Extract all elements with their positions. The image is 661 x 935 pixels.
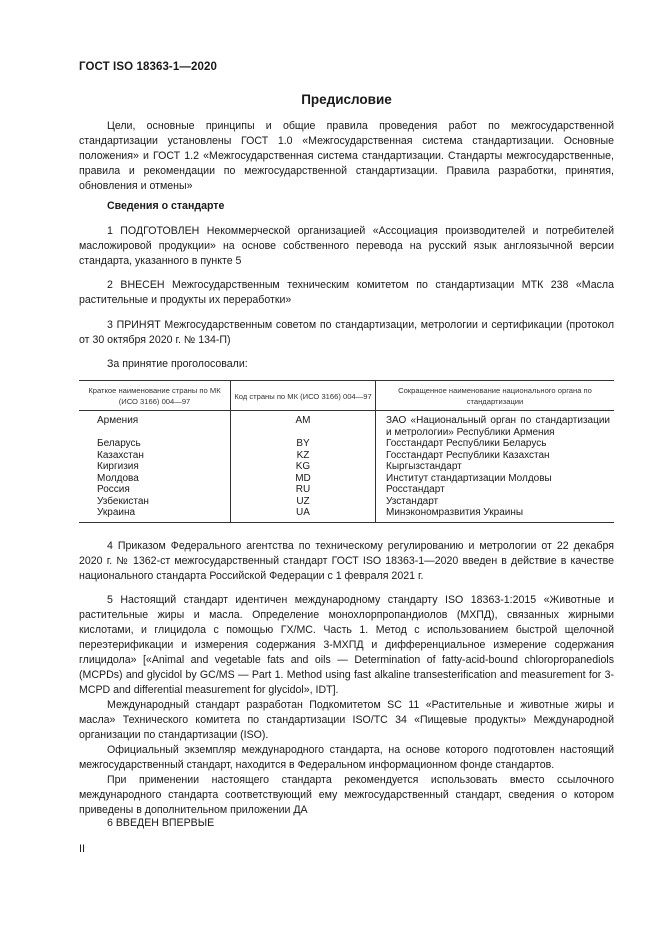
country-cell: Украина bbox=[79, 507, 231, 522]
item-1 bbox=[79, 224, 614, 269]
item-2-text: 2 ВНЕСЕН Межгосударственным техническим комитетом по стандартизации МТК 238 «Масла растительные и продукты их переработки» bbox=[79, 279, 614, 306]
item-4-text: 4 Приказом Федерального агентства по техническому регулированию и метрологии от 22 декабря 2020 г. № 1362-ст межгосударственный стандарт ГОСТ ISO 18363-1—2020 введен в действие в качестве национального стандарта Российской Федерации с 1 февраля 2021 г. bbox=[79, 540, 614, 582]
body-cell: ЗАО «Национальный орган по стандартизации и метрологии» Республики Армения bbox=[376, 411, 615, 439]
item-5 bbox=[79, 593, 614, 818]
code-cell: UZ bbox=[231, 496, 376, 508]
about-heading: Сведения о стандарте bbox=[107, 200, 225, 212]
document-header: ГОСТ ISO 18363-1—2020 bbox=[79, 61, 217, 73]
page-title: Предисловие bbox=[301, 92, 392, 107]
body-cell: Узстандарт bbox=[376, 496, 615, 508]
country-cell: Армения bbox=[97, 415, 139, 426]
item-6: 6 ВВЕДЕН ВПЕРВЫЕ bbox=[107, 817, 215, 829]
item-5-paragraph-4: При применении настоящего стандарта рекомендуется использовать вместо ссылочного международного стандарта соответствующий ему межгосударственный стандарт, сведения о котором приведены в дополнительном приложении ДА bbox=[79, 774, 614, 816]
code-cell: RU bbox=[231, 484, 376, 496]
item-2 bbox=[79, 278, 614, 308]
voting-table bbox=[79, 380, 614, 523]
code-cell: KZ bbox=[231, 450, 376, 462]
table-row bbox=[79, 496, 614, 508]
table-row bbox=[79, 438, 614, 450]
code-cell: UA bbox=[231, 507, 376, 522]
table-header-body: Сокращенное наименование национального органа по стандартизации bbox=[376, 381, 615, 411]
body-cell: Минэкономразвития Украины bbox=[376, 507, 615, 522]
item-5-paragraph-2: Международный стандарт разработан Подкомитетом SC 11 «Растительные и животные жиры и масла» Технического комитета по стандартизации ISO/TC 34 «Пищевые продукты» Международной организации по стандартизации (ISO). bbox=[79, 699, 614, 741]
table-header-country: Краткое наименование страны по МК (ИСО 3166) 004—97 bbox=[79, 381, 231, 411]
country-cell: Казахстан bbox=[97, 449, 144, 461]
table-row bbox=[79, 450, 614, 462]
code-cell: MD bbox=[231, 473, 376, 485]
code-cell: KG bbox=[231, 461, 376, 473]
item-5-text: 5 Настоящий стандарт идентичен международному стандарту ISO 18363-1:2015 «Животные и растительные жиры и масла. Определение монохлорпропандиолов (МХПД), связанных жирными кислотами, и глицидола с помощью ГХ/МС. Часть 1. Метод с использованием быстрой щелочной переэтерификации и измерения содержания 3-МХПД и дифференциальное измерение содержания глицидола» [«Animal and vegetable fats and oils — Determination of fatty-acid-bound chloropropanediols (MCPDs) and glycidol by GC/MS — Part 1. Method using fast alkaline transesterification and measurement for 3-MCPD and differential measurement for glycidol», IDT]. bbox=[79, 594, 614, 696]
body-cell: Институт стандартизации Молдовы bbox=[376, 473, 615, 485]
body-cell: Госстандарт Республики Казахстан bbox=[376, 450, 615, 462]
table-row bbox=[79, 484, 614, 496]
item-3 bbox=[79, 318, 614, 348]
page-number: II bbox=[79, 843, 86, 855]
table-header-code: Код страны по МК (ИСО 3166) 004—97 bbox=[231, 381, 376, 411]
table-row bbox=[79, 461, 614, 473]
country-cell: Молдова bbox=[97, 472, 139, 484]
table-header-row bbox=[79, 381, 614, 411]
body-cell: Кыргызстандарт bbox=[376, 461, 615, 473]
intro-paragraph bbox=[79, 119, 614, 194]
item-5-paragraph-3: Официальный экземпляр международного стандарта, на основе которого подготовлен настоящий межгосударственный стандарт, находится в Федеральном информационном фонде стандартов. bbox=[79, 744, 614, 771]
voted-label: За принятие проголосовали: bbox=[107, 358, 248, 370]
country-cell: Беларусь bbox=[97, 438, 141, 449]
code-cell: AM bbox=[231, 411, 376, 439]
body-cell: Росстандарт bbox=[376, 484, 615, 496]
table-row bbox=[79, 411, 614, 439]
table-row bbox=[79, 473, 614, 485]
intro-text: Цели, основные принципы и общие правила проведения работ по межгосударственной стандартизации установлены ГОСТ 1.0 «Межгосударственная система стандартизации. Основные положения» и ГОСТ 1.2 «Межгосударственная система стандартизации. Стандарты межгосударственные, правила и рекомендации по межгосударственной стандартизации. Правила разработки, принятия, обновления и отмены» bbox=[79, 120, 614, 192]
country-cell: Узбекистан bbox=[97, 495, 149, 507]
item-1-text: 1 ПОДГОТОВЛЕН Некоммерческой организацией «Ассоциация производителей и потребителей масложировой продукции» на основе собственного перевода на русский язык англоязычной версии стандарта, указанного в пункте 5 bbox=[79, 225, 614, 267]
country-cell: Киргизия bbox=[97, 461, 139, 472]
table-row bbox=[79, 507, 614, 522]
country-cell: Россия bbox=[97, 484, 130, 495]
item-4 bbox=[79, 539, 614, 584]
body-cell: Госстандарт Республики Беларусь bbox=[376, 438, 615, 450]
item-3-text: 3 ПРИНЯТ Межгосударственным советом по стандартизации, метрологии и сертификации (протокол от 30 октября 2020 г. № 134-П) bbox=[79, 319, 614, 346]
code-cell: BY bbox=[231, 438, 376, 450]
